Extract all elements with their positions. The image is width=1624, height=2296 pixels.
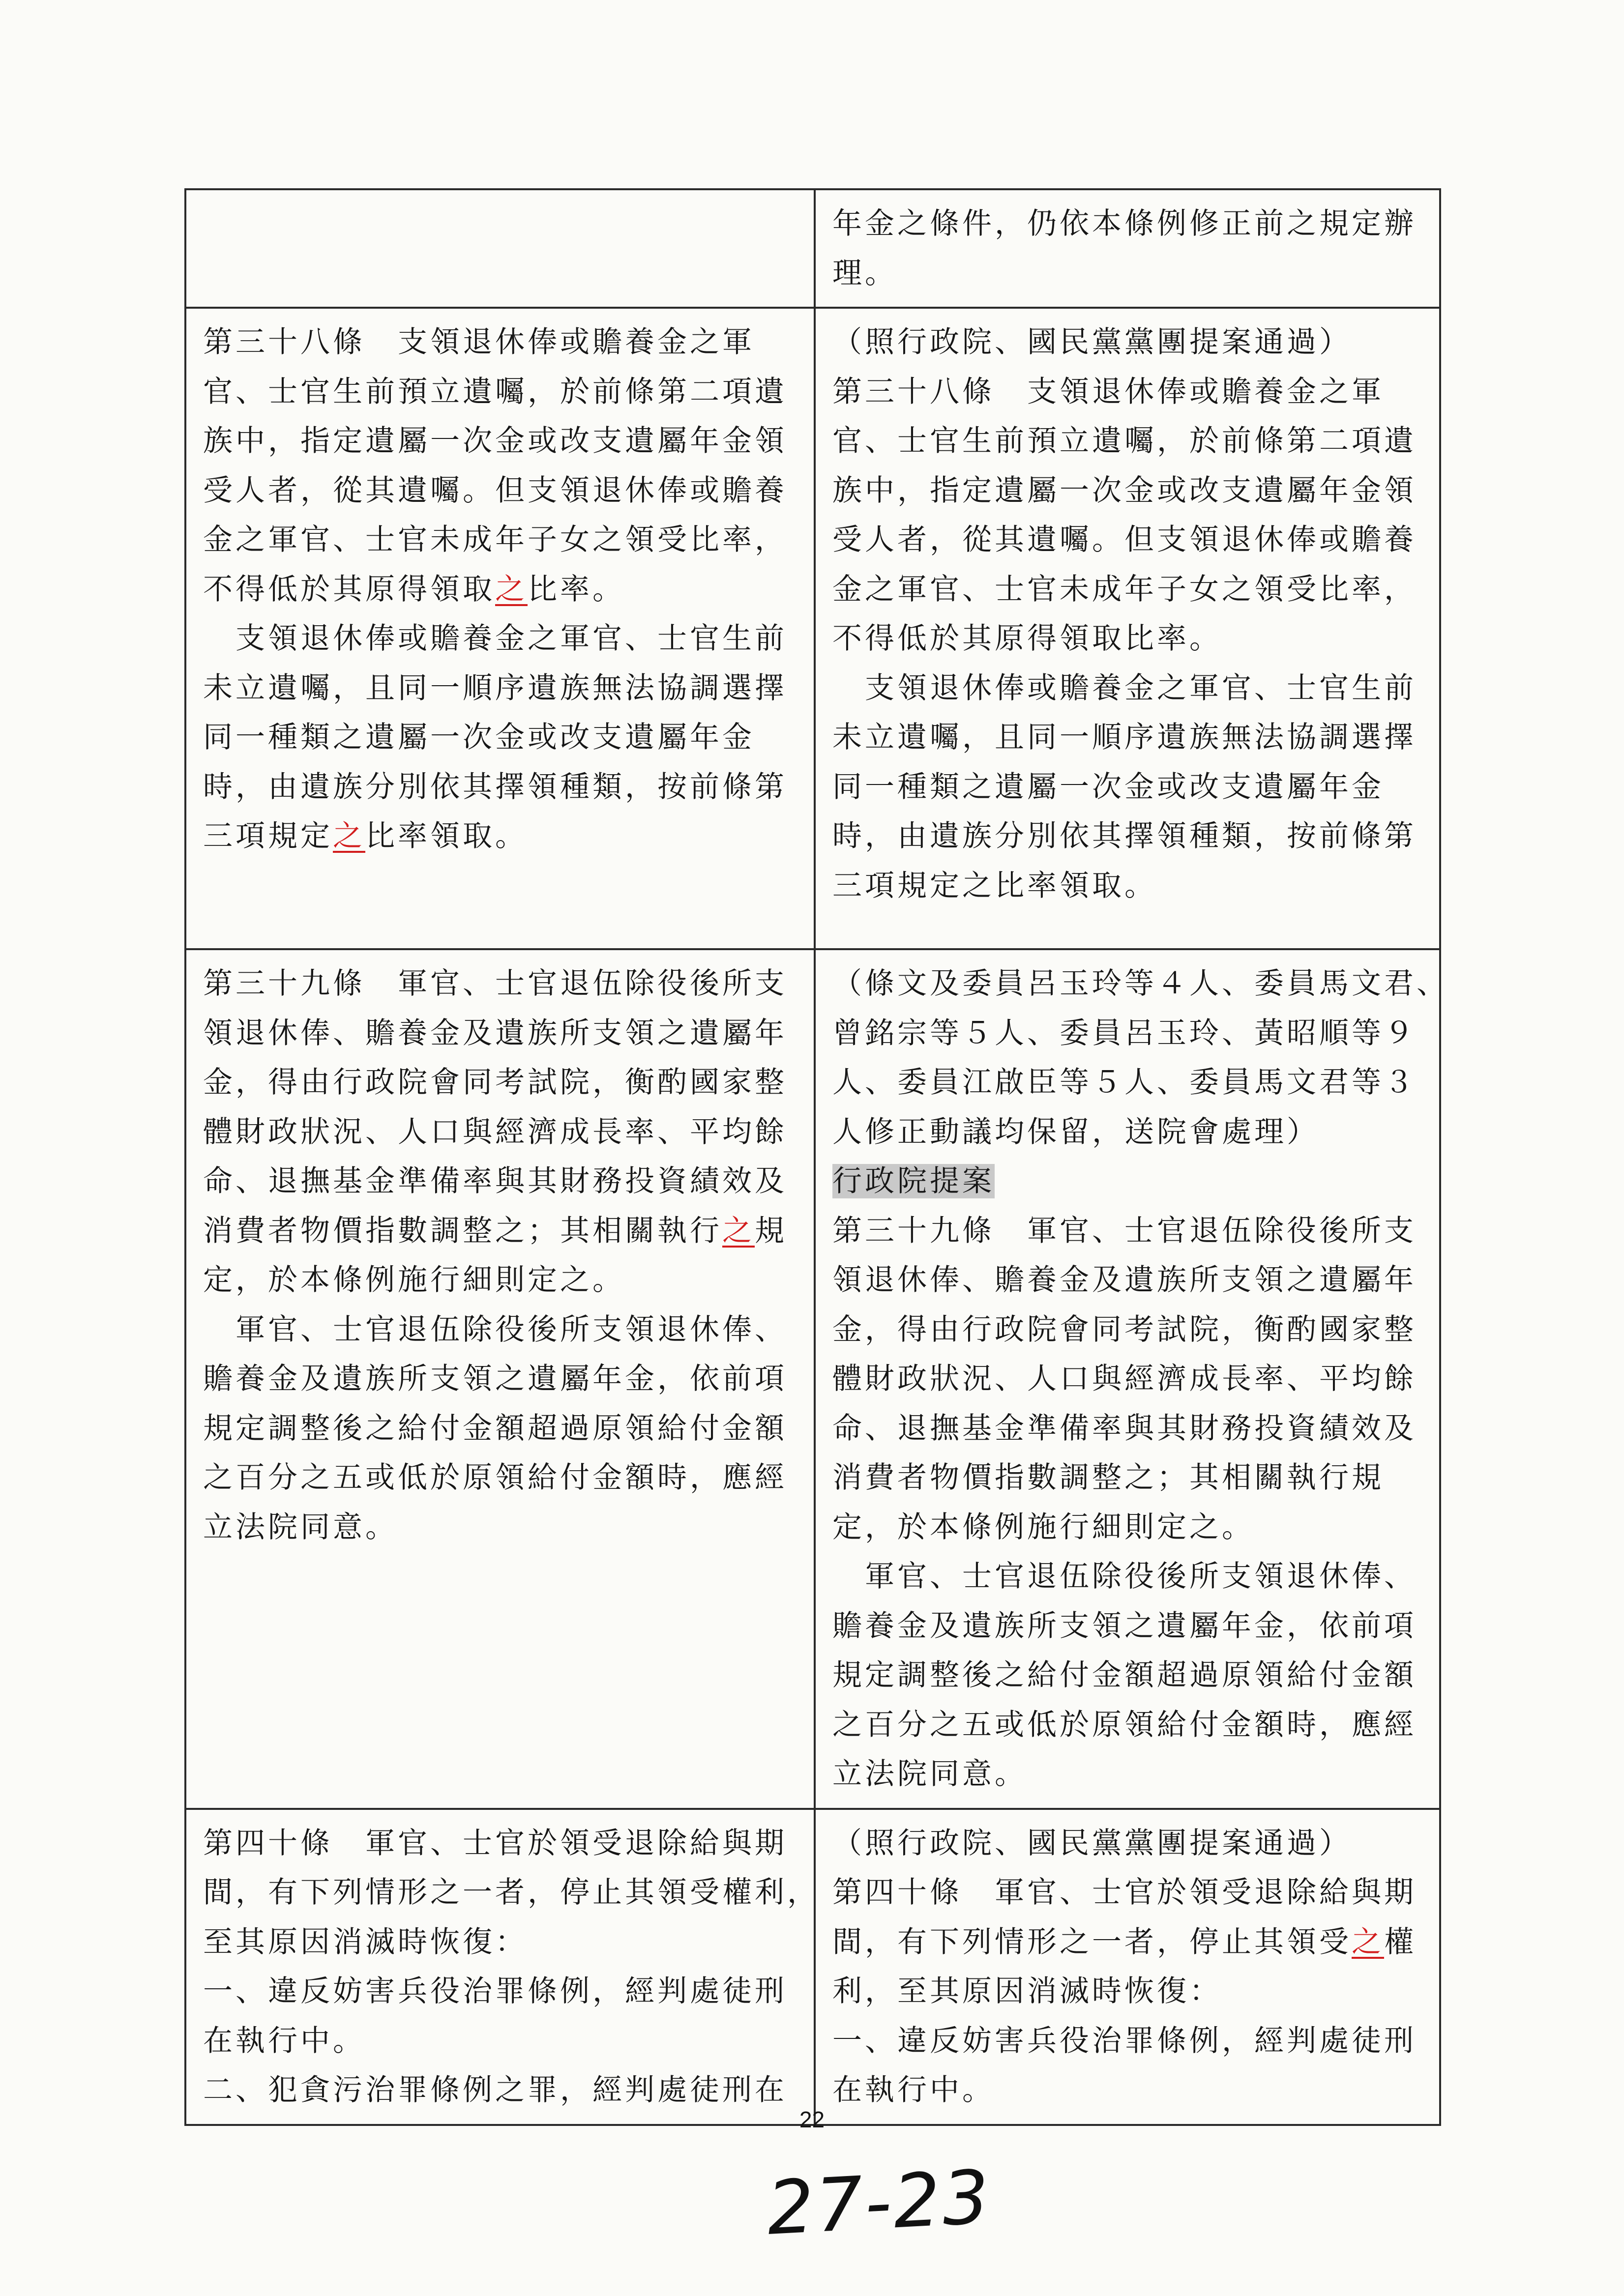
amended-text-cell — [815, 1809, 1440, 2125]
text-line: 二、犯貪污治罪條例之罪，經判處徒刑在 — [203, 2073, 787, 2107]
page-number: 22 — [799, 2107, 825, 2132]
original-text-cell — [185, 189, 815, 308]
text-line: 未立遺囑，且同一順序遺族無法協調選擇 — [203, 670, 787, 705]
text-line — [832, 1157, 1424, 1206]
text-line: 定，於本條例施行細則定之。 — [203, 1263, 625, 1297]
text-line: 第三十九條 軍官、士官退伍除役後所支 — [832, 1213, 1417, 1248]
original-text-cell — [185, 308, 815, 949]
text-line: 金之軍官、士官未成年子女之領受比率， — [203, 523, 787, 557]
text-line: 不得低於其原得領取比率。 — [832, 621, 1222, 656]
table-row — [185, 949, 1440, 1809]
table-row — [185, 1809, 1440, 2125]
text-line: 至其原因消滅時恢復： — [203, 1924, 528, 1959]
text-line: 三項規定之比率領取。 — [832, 868, 1157, 903]
text-line: 之百分之五或低於原領給付金額時，應經 — [832, 1707, 1417, 1742]
text-segment: 規 — [755, 1213, 787, 1248]
amended-text-cell — [815, 308, 1440, 949]
text-segment: 間，有下列情形之一者，停止其領受 — [832, 1924, 1352, 1959]
text-segment: 消費者物價指數調整之；其相關執行 — [203, 1213, 722, 1248]
highlighted-label: 行政院提案 — [832, 1164, 995, 1198]
text-line: 同一種類之遺屬一次金或改支遺屬年金 — [832, 769, 1384, 804]
text-line: 官、士官生前預立遺囑，於前條第二項遺 — [832, 424, 1417, 458]
text-line — [203, 1206, 799, 1256]
text-line: 體財政狀況、人口與經濟成長率、平均餘 — [203, 1114, 787, 1149]
text-line: 人修正動議均保留，送院會處理） — [832, 1114, 1319, 1149]
text-line: 金，得由行政院會同考試院，衡酌國家整 — [832, 1312, 1417, 1347]
text-line: 時，由遺族分別依其擇領種類，按前條第 — [832, 819, 1417, 853]
text-line: 年金之條件，仍依本條例修正前之規定辦 — [832, 206, 1417, 241]
text-line: 之百分之五或低於原領給付金額時，應經 — [203, 1460, 787, 1495]
text-line: 利，至其原因消滅時恢復： — [832, 1974, 1222, 2008]
table-row — [185, 189, 1440, 308]
text-line: 第四十條 軍官、士官於領受退除給與期 — [832, 1875, 1417, 1910]
amended-character: 之 — [722, 1213, 755, 1248]
text-line: 時，由遺族分別依其擇領種類，按前條第 — [203, 769, 787, 804]
text-line: 族中，指定遺屬一次金或改支遺屬年金領 — [832, 473, 1417, 508]
text-line: 曾銘宗等５人、委員呂玉玲、黃昭順等９ — [832, 1016, 1417, 1050]
text-line: 命、退撫基金準備率與其財務投資績效及 — [203, 1164, 787, 1198]
text-line: 規定調整後之給付金額超過原領給付金額 — [832, 1658, 1417, 1692]
text-line: 同一種類之遺屬一次金或改支遺屬年金 — [203, 720, 755, 755]
text-line: 立法院同意。 — [832, 1757, 1027, 1791]
text-line: 一、違反妨害兵役治罪條例，經判處徒刑 — [203, 1974, 787, 2008]
text-line: 規定調整後之給付金額超過原領給付金額 — [203, 1411, 787, 1446]
text-line — [203, 565, 799, 614]
handwritten-page-annotation: 27-23 — [765, 2154, 994, 2252]
text-line: 在執行中。 — [832, 2073, 995, 2107]
text-line: 第四十條 軍官、士官於領受退除給與期 — [203, 1826, 787, 1860]
text-line: 族中，指定遺屬一次金或改支遺屬年金領 — [203, 424, 787, 458]
text-line: 贍養金及遺族所支領之遺屬年金，依前項 — [203, 1362, 787, 1396]
text-segment: 比率。 — [528, 572, 625, 607]
text-line: 間，有下列情形之一者，停止其領受權利， — [203, 1875, 820, 1910]
text-segment: 比率領取。 — [365, 819, 528, 853]
text-line: 軍官、士官退伍除役後所支領退休俸、 — [832, 1559, 1417, 1594]
text-line — [832, 1918, 1424, 1967]
text-line: 第三十八條 支領退休俸或贍養金之軍 — [832, 374, 1384, 409]
text-line: 官、士官生前預立遺囑，於前條第二項遺 — [203, 374, 787, 409]
text-line: 支領退休俸或贍養金之軍官、士官生前 — [203, 621, 787, 656]
text-line: 軍官、士官退伍除役後所支領退休俸、 — [203, 1312, 787, 1347]
text-line: 人、委員江啟臣等５人、委員馬文君等３ — [832, 1065, 1417, 1100]
text-line: 定，於本條例施行細則定之。 — [832, 1510, 1254, 1544]
amended-character: 之 — [495, 572, 528, 607]
text-segment: 三項規定 — [203, 819, 333, 853]
text-line — [203, 812, 799, 861]
text-line: 命、退撫基金準備率與其財務投資績效及 — [832, 1411, 1417, 1446]
original-text-cell — [185, 949, 815, 1809]
table-row — [185, 308, 1440, 949]
text-line: 金，得由行政院會同考試院，衡酌國家整 — [203, 1065, 787, 1100]
text-line: 受人者，從其遺囑。但支領退休俸或贍養 — [832, 523, 1417, 557]
text-line: 支領退休俸或贍養金之軍官、士官生前 — [832, 670, 1417, 705]
text-line: 在執行中。 — [203, 2023, 365, 2058]
text-line: 體財政狀況、人口與經濟成長率、平均餘 — [832, 1362, 1417, 1396]
text-line: 立法院同意。 — [203, 1510, 398, 1544]
comparison-table — [184, 188, 1449, 2126]
text-line: 第三十九條 軍官、士官退伍除役後所支 — [203, 966, 787, 1001]
text-line: 第三十八條 支領退休俸或贍養金之軍 — [203, 325, 755, 359]
text-line: 領退休俸、贍養金及遺族所支領之遺屬年 — [203, 1016, 787, 1050]
text-line: 領退休俸、贍養金及遺族所支領之遺屬年 — [832, 1263, 1417, 1297]
amended-character: 之 — [333, 819, 365, 853]
text-line: 理。 — [832, 256, 897, 291]
text-line: 贍養金及遺族所支領之遺屬年金，依前項 — [832, 1608, 1417, 1643]
text-line: （照行政院、國民黨黨團提案通過） — [832, 1826, 1352, 1860]
text-line: 一、違反妨害兵役治罪條例，經判處徒刑 — [832, 2023, 1417, 2058]
text-line: 受人者，從其遺囑。但支領退休俸或贍養 — [203, 473, 787, 508]
text-line: 未立遺囑，且同一順序遺族無法協調選擇 — [832, 720, 1417, 755]
text-line: 金之軍官、士官未成年子女之領受比率， — [832, 572, 1417, 607]
amended-text-cell — [815, 189, 1440, 308]
text-segment: 不得低於其原得領取 — [203, 572, 495, 607]
text-line: （照行政院、國民黨黨團提案通過） — [832, 325, 1352, 359]
amended-text-cell — [815, 949, 1449, 1809]
amended-character: 之 — [1352, 1924, 1384, 1959]
text-segment: 權 — [1384, 1924, 1417, 1959]
text-line: 消費者物價指數調整之；其相關執行規 — [832, 1460, 1384, 1495]
text-line: （條文及委員呂玉玲等４人、委員馬文君、 — [832, 966, 1449, 1001]
